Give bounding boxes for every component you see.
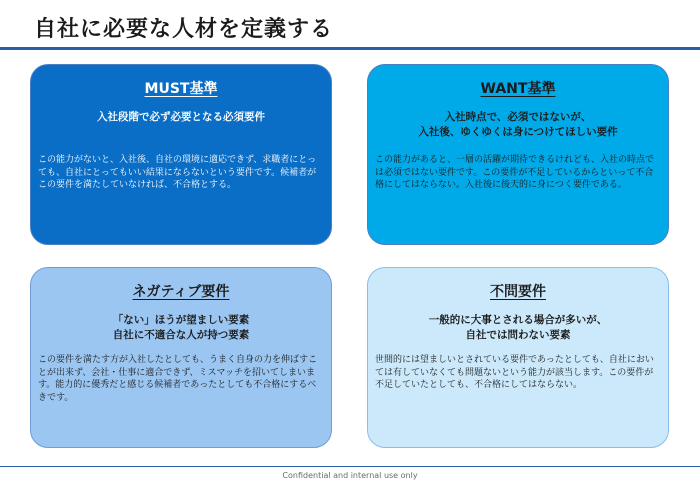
card-description: この能力があると、一層の活躍が期待できるけれども、入社の時点では必須ではない要件です。この要件が不足しているからといって不合格にしてはならない。入社後に後天的に身につく要件である。 xyxy=(375,155,655,190)
confidentiality-footer: Confidential and internal use only xyxy=(282,471,418,480)
negative-requirements-card xyxy=(30,267,332,448)
card-heading: MUST基準 xyxy=(144,81,218,97)
card-summary-line: 自社に不適合な人が持つ要素 xyxy=(112,329,250,341)
card-summary-line: 一般的に大事とされる場合が多いが、 xyxy=(428,314,608,326)
card-description: 世間的には望ましいとされている要件であったとしても、自社においては有していなくても問題ないという能力が該当します。この要件が不足していたとしても、不合格にしてはならない。 xyxy=(375,355,654,390)
want-criteria-card xyxy=(367,64,669,245)
card-summary-line: 入社時点で、必須ではないが、 xyxy=(444,111,592,123)
card-summary-line: 「ない」ほうが望ましい要素 xyxy=(112,314,250,326)
card-summary xyxy=(368,110,668,140)
page-title: 自社に必要な人材を定義する xyxy=(34,17,334,42)
card-summary-line: 入社段階で必ず必要となる必須要件 xyxy=(97,111,265,123)
card-heading: ネガティブ要件 xyxy=(132,284,230,300)
footer-divider xyxy=(0,466,700,467)
card-description: この能力がないと、入社後、自社の環境に適応できず、求職者にとっても、自社にとってもいい結果にならないという要件です。候補者がこの要件を満たしていなければ、不合格とする。 xyxy=(38,155,317,190)
card-summary xyxy=(31,313,331,343)
card-summary xyxy=(368,313,668,343)
card-summary-line: 入社後、ゆくゆくは身につけてほしい要件 xyxy=(418,126,618,138)
card-heading: WANT基準 xyxy=(480,81,556,97)
must-criteria-card xyxy=(30,64,332,245)
card-summary xyxy=(31,110,331,125)
not-required-card xyxy=(367,267,669,448)
card-description: この要件を満たす方が入社したとしても、うまく自身の力を伸ばすことが出来ず、会社・仕事に適合できず、ミスマッチを招いてしまいます。能力的に優秀だと感じる候補者であったとしても不合格にするべきです。 xyxy=(38,355,318,403)
card-summary-line: 自社では問わない要素 xyxy=(465,329,571,341)
card-heading: 不問要件 xyxy=(490,284,546,300)
title-divider xyxy=(0,47,700,50)
